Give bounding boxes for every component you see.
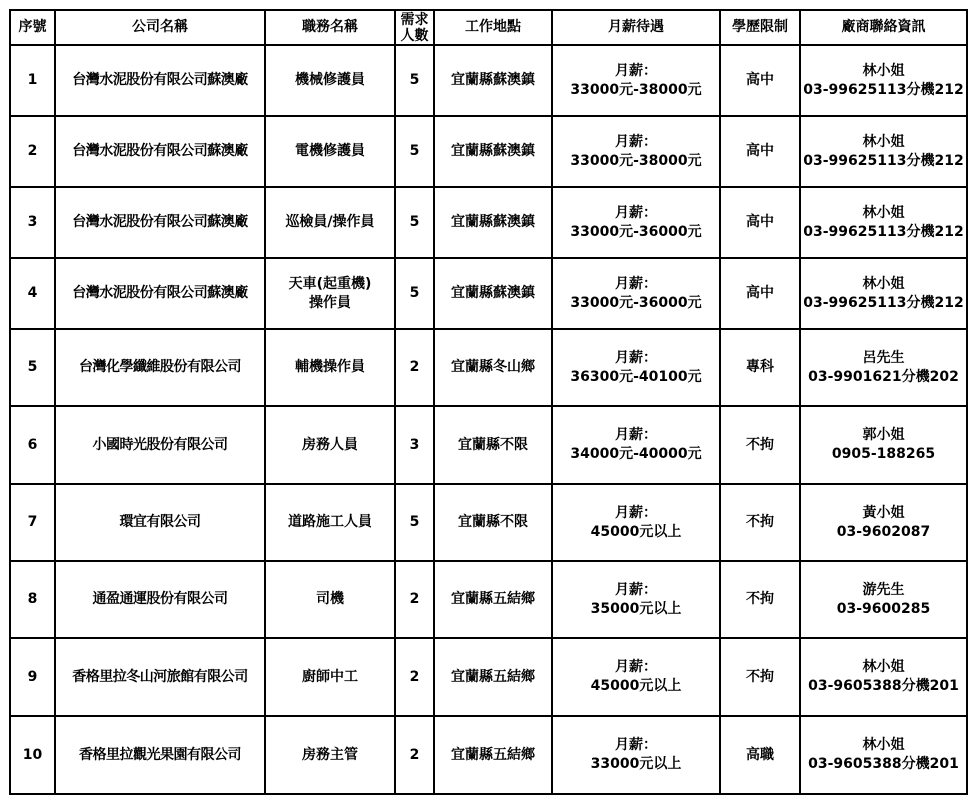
- cell-contact: [800, 638, 967, 716]
- cell-location: 宜蘭縣蘇澳鎮: [434, 187, 552, 258]
- position-line2: 操作員: [309, 294, 351, 311]
- cell-count: 5: [395, 45, 434, 116]
- cell-contact: [800, 716, 967, 794]
- contact-phone: 0905-188265: [831, 446, 936, 462]
- cell-education: 高職: [720, 716, 800, 794]
- position-line1: 司機: [316, 591, 344, 607]
- header-count: [395, 10, 434, 45]
- cell-count: 2: [395, 716, 434, 794]
- cell-education: 高中: [720, 258, 800, 329]
- cell-education: 不拘: [720, 484, 800, 561]
- cell-no: 3: [10, 187, 55, 258]
- cell-no: 1: [10, 45, 55, 116]
- salary-label: 月薪：: [615, 204, 657, 221]
- header-count-line2: 人數: [400, 27, 429, 44]
- cell-no: 7: [10, 484, 55, 561]
- cell-contact: [800, 45, 967, 116]
- table-row: [10, 716, 967, 794]
- cell-position: [265, 329, 395, 406]
- cell-no: 6: [10, 406, 55, 484]
- contact-name: 林小姐: [862, 737, 905, 753]
- contact-phone: 03-9605388分機201: [808, 678, 959, 694]
- position-line1: 天車(起重機): [288, 275, 372, 292]
- cell-position: [265, 484, 395, 561]
- cell-no: 8: [10, 561, 55, 638]
- cell-count: 5: [395, 484, 434, 561]
- table-row: [10, 258, 967, 329]
- position-line1: 電機修護員: [295, 143, 365, 159]
- contact-name: 林小姐: [862, 659, 905, 675]
- header-count-line1: 需求: [400, 11, 429, 28]
- cell-salary: [552, 45, 720, 116]
- cell-no: 5: [10, 329, 55, 406]
- cell-company: 香格里拉觀光果園有限公司: [55, 716, 265, 794]
- job-listings-table: [9, 9, 968, 795]
- table-header-row: [10, 10, 967, 45]
- cell-position: [265, 406, 395, 484]
- cell-position: [265, 116, 395, 187]
- cell-education: 高中: [720, 187, 800, 258]
- cell-company: 香格里拉冬山河旅館有限公司: [55, 638, 265, 716]
- contact-phone: 03-9600285: [836, 600, 931, 617]
- salary-value: 33000元-38000元: [570, 152, 702, 169]
- table-row: [10, 45, 967, 116]
- cell-education: 專科: [720, 329, 800, 406]
- cell-contact: [800, 258, 967, 329]
- table-row: [10, 484, 967, 561]
- table-row: [10, 406, 967, 484]
- contact-phone: 03-99625113分機212: [803, 223, 964, 240]
- position-line1: 巡檢員/操作員: [285, 214, 375, 230]
- cell-count: 3: [395, 406, 434, 484]
- cell-company: 台灣水泥股份有限公司蘇澳廠: [55, 258, 265, 329]
- cell-salary: [552, 484, 720, 561]
- salary-label: 月薪：: [615, 275, 657, 292]
- position-line1: 輔機操作員: [295, 359, 365, 375]
- cell-position: [265, 45, 395, 116]
- salary-label: 月薪：: [615, 581, 657, 598]
- cell-education: 不拘: [720, 406, 800, 484]
- cell-position: [265, 561, 395, 638]
- cell-location: 宜蘭縣五結鄉: [434, 638, 552, 716]
- position-line1: 廚師中工: [302, 668, 358, 685]
- cell-location: 宜蘭縣五結鄉: [434, 561, 552, 638]
- cell-location: 宜蘭縣蘇澳鎮: [434, 45, 552, 116]
- cell-no: 10: [10, 716, 55, 794]
- salary-label: 月薪：: [615, 427, 657, 443]
- table-row: [10, 561, 967, 638]
- cell-education: 不拘: [720, 638, 800, 716]
- contact-phone: 03-9602087: [836, 523, 931, 540]
- table-row: [10, 638, 967, 716]
- cell-contact: [800, 484, 967, 561]
- cell-location: 宜蘭縣冬山鄉: [434, 329, 552, 406]
- contact-phone: 03-9605388分機201: [808, 756, 959, 772]
- contact-name: 游先生: [862, 581, 905, 598]
- salary-label: 月薪：: [615, 133, 657, 150]
- cell-salary: [552, 716, 720, 794]
- cell-count: 2: [395, 561, 434, 638]
- header-education: 學歷限制: [720, 10, 800, 45]
- contact-name: 林小姐: [862, 275, 905, 292]
- header-contact: 廠商聯絡資訊: [800, 10, 967, 45]
- cell-company: 台灣水泥股份有限公司蘇澳廠: [55, 45, 265, 116]
- contact-name: 郭小姐: [862, 427, 905, 443]
- table-row: [10, 329, 967, 406]
- cell-company: 通盈通運股份有限公司: [55, 561, 265, 638]
- cell-contact: [800, 406, 967, 484]
- header-location: 工作地點: [434, 10, 552, 45]
- contact-name: 呂先生: [862, 349, 905, 366]
- cell-salary: [552, 116, 720, 187]
- cell-count: 5: [395, 258, 434, 329]
- cell-education: 不拘: [720, 561, 800, 638]
- cell-salary: [552, 258, 720, 329]
- salary-value: 33000元-36000元: [570, 294, 702, 311]
- contact-name: 林小姐: [862, 62, 905, 79]
- salary-label: 月薪：: [615, 349, 657, 366]
- table-row: [10, 187, 967, 258]
- position-line1: 道路施工人員: [288, 514, 372, 530]
- salary-value: 34000元-40000元: [570, 446, 702, 462]
- cell-no: 4: [10, 258, 55, 329]
- cell-company: 小國時光股份有限公司: [55, 406, 265, 484]
- cell-position: [265, 716, 395, 794]
- cell-education: 高中: [720, 116, 800, 187]
- header-salary: 月薪待遇: [552, 10, 720, 45]
- salary-value: 45000元以上: [590, 523, 682, 540]
- header-company: 公司名稱: [55, 10, 265, 45]
- salary-label: 月薪：: [615, 737, 657, 753]
- salary-value: 33000元-36000元: [570, 223, 702, 240]
- cell-location: 宜蘭縣五結鄉: [434, 716, 552, 794]
- cell-salary: [552, 561, 720, 638]
- contact-name: 林小姐: [862, 204, 905, 221]
- contact-phone: 03-99625113分機212: [803, 294, 964, 311]
- cell-count: 2: [395, 329, 434, 406]
- cell-contact: [800, 116, 967, 187]
- cell-count: 5: [395, 187, 434, 258]
- position-line1: 機械修護員: [295, 72, 365, 88]
- cell-contact: [800, 329, 967, 406]
- cell-education: 高中: [720, 45, 800, 116]
- contact-phone: 03-99625113分機212: [803, 81, 964, 98]
- salary-value: 33000元-38000元: [570, 81, 702, 98]
- position-line1: 房務主管: [302, 746, 358, 763]
- cell-location: 宜蘭縣蘇澳鎮: [434, 258, 552, 329]
- header-no: 序號: [10, 10, 55, 45]
- position-line1: 房務人員: [302, 436, 358, 453]
- cell-location: 宜蘭縣不限: [434, 406, 552, 484]
- salary-value: 35000元以上: [590, 600, 682, 617]
- salary-label: 月薪：: [615, 504, 657, 521]
- cell-location: 宜蘭縣蘇澳鎮: [434, 116, 552, 187]
- cell-salary: [552, 187, 720, 258]
- cell-company: 環宜有限公司: [55, 484, 265, 561]
- cell-count: 2: [395, 638, 434, 716]
- cell-contact: [800, 187, 967, 258]
- cell-contact: [800, 561, 967, 638]
- cell-company: 台灣化學纖維股份有限公司: [55, 329, 265, 406]
- salary-value: 45000元以上: [590, 678, 682, 694]
- salary-label: 月薪：: [615, 659, 657, 675]
- salary-label: 月薪：: [615, 62, 657, 79]
- contact-phone: 03-99625113分機212: [803, 152, 964, 169]
- cell-no: 2: [10, 116, 55, 187]
- cell-company: 台灣水泥股份有限公司蘇澳廠: [55, 116, 265, 187]
- header-position: 職務名稱: [265, 10, 395, 45]
- salary-value: 36300元-40100元: [570, 368, 702, 385]
- cell-no: 9: [10, 638, 55, 716]
- cell-position: [265, 187, 395, 258]
- cell-position: [265, 638, 395, 716]
- contact-name: 林小姐: [862, 133, 905, 150]
- contact-name: 黃小姐: [862, 504, 905, 521]
- cell-salary: [552, 406, 720, 484]
- cell-salary: [552, 638, 720, 716]
- table-row: [10, 116, 967, 187]
- cell-company: 台灣水泥股份有限公司蘇澳廠: [55, 187, 265, 258]
- cell-count: 5: [395, 116, 434, 187]
- cell-position: [265, 258, 395, 329]
- cell-location: 宜蘭縣不限: [434, 484, 552, 561]
- salary-value: 33000元以上: [590, 756, 682, 772]
- cell-salary: [552, 329, 720, 406]
- contact-phone: 03-9901621分機202: [808, 368, 959, 385]
